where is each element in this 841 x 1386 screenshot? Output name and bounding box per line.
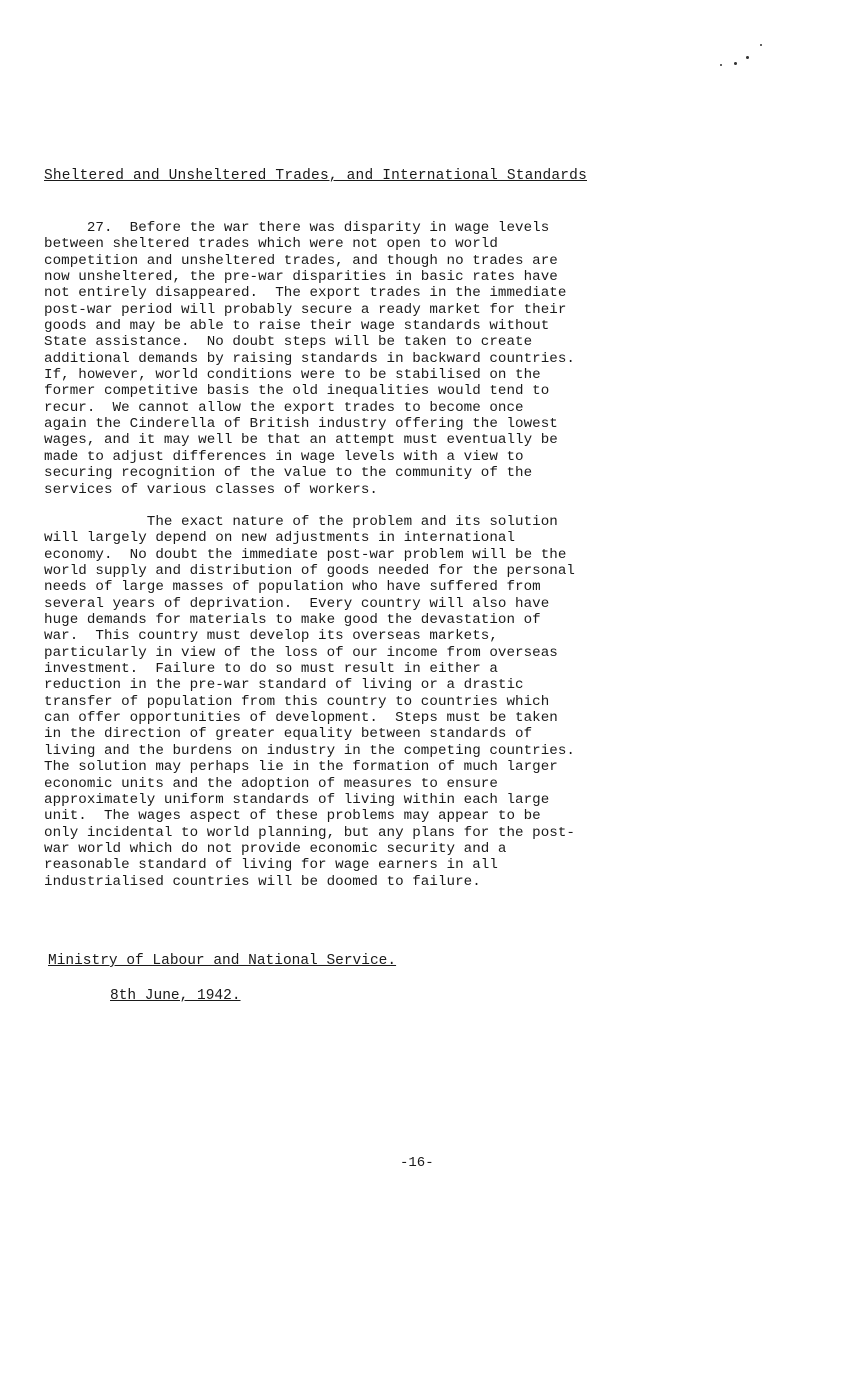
text-line: securing recognition of the value to the community of the <box>44 465 533 482</box>
document-date: 8th June, 1942. <box>110 988 241 1004</box>
text-line: will largely depend on new adjustments in international <box>44 530 516 547</box>
text-line: services of various classes of workers. <box>44 481 378 498</box>
text-line: 27. Before the war there was disparity in wage levels <box>44 220 550 236</box>
text-line: additional demands by raising standards in backward countries. <box>44 350 575 367</box>
text-line: industrialised countries will be doomed to failure. <box>44 873 481 890</box>
text-line: unit. The wages aspect of these problems may appear to be <box>44 808 541 825</box>
text-line: several years of deprivation. Every country will also have <box>44 595 550 612</box>
page-number: -16- <box>400 1155 434 1171</box>
text-line: between sheltered trades which were not open to world <box>44 236 498 253</box>
text-line: in the direction of greater equality between standards of <box>44 726 533 743</box>
text-line: made to adjust differences in wage levels with a view to <box>44 448 524 465</box>
text-line: State assistance. No doubt steps will be taken to create <box>44 334 533 351</box>
text-line: transfer of population from this country to countries which <box>44 693 550 710</box>
section-heading: Sheltered and Unsheltered Trades, and International Standards <box>44 168 587 184</box>
text-line: If, however, world conditions were to be stabilised on the <box>44 367 541 384</box>
text-line: reasonable standard of living for wage earners in all <box>44 857 498 874</box>
text-line: The solution may perhaps lie in the formation of much larger <box>44 759 558 776</box>
text-line: approximately uniform standards of living within each large <box>44 791 550 808</box>
text-line: war world which do not provide economic security and a <box>44 840 507 857</box>
text-line: living and the burdens on industry in the competing countries. <box>44 742 575 759</box>
text-line: economic units and the adoption of measures to ensure <box>44 775 498 792</box>
scan-speck <box>760 44 762 46</box>
text-line: recur. We cannot allow the export trades to become once <box>44 399 524 416</box>
text-line: reduction in the pre-war standard of living or a drastic <box>44 677 524 694</box>
text-line: only incidental to world planning, but any plans for the post- <box>44 824 575 841</box>
text-line: not entirely disappeared. The export trades in the immediate <box>44 285 567 302</box>
scan-speck <box>720 64 722 66</box>
text-line: world supply and distribution of goods needed for the personal <box>44 563 575 580</box>
paragraph-27 <box>44 220 669 498</box>
text-line: now unsheltered, the pre-war disparities in basic rates have <box>44 269 558 286</box>
text-line: economy. No doubt the immediate post-war problem will be the <box>44 546 567 563</box>
text-line: wages, and it may well be that an attempt must eventually be <box>44 432 558 449</box>
scan-speck <box>734 62 737 65</box>
text-line: post-war period will probably secure a ready market for their <box>44 301 567 318</box>
paragraph-international-economy <box>44 514 669 890</box>
text-line: can offer opportunities of development. Steps must be taken <box>44 710 558 727</box>
text-line: needs of large masses of population who have suffered from <box>44 579 541 596</box>
text-line: again the Cinderella of British industry offering the lowest <box>44 416 558 433</box>
text-line: competition and unsheltered trades, and though no trades are <box>44 252 558 269</box>
text-line: goods and may be able to raise their wage standards without <box>44 318 550 335</box>
scan-speck <box>746 56 749 59</box>
text-line: particularly in view of the loss of our income from overseas <box>44 644 558 661</box>
ministry-signature: Ministry of Labour and National Service. <box>48 953 397 969</box>
text-line: investment. Failure to do so must result in either a <box>44 661 498 678</box>
text-line: war. This country must develop its overseas markets, <box>44 628 498 645</box>
text-line: former competitive basis the old inequalities would tend to <box>44 383 550 400</box>
text-line: huge demands for materials to make good the devastation of <box>44 612 541 629</box>
text-line: The exact nature of the problem and its solution <box>44 514 558 530</box>
